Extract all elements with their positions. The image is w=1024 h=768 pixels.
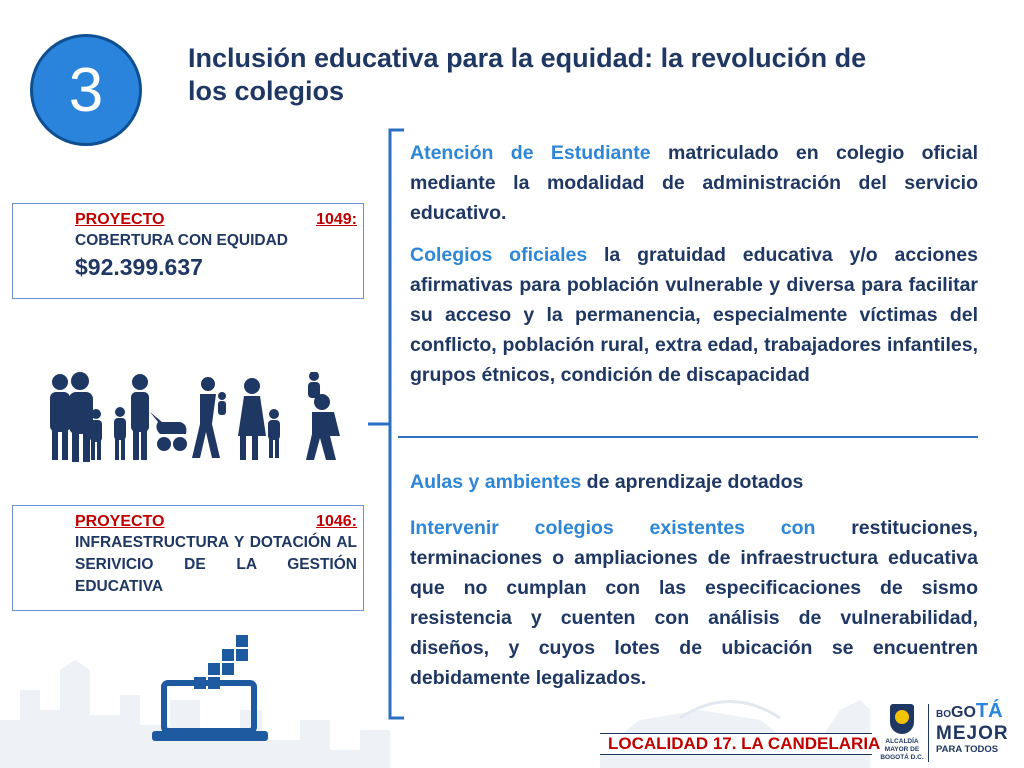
brand-logo xyxy=(936,702,1020,756)
text-block-aulas xyxy=(410,467,978,497)
section-number: 3 xyxy=(68,55,104,125)
block-text: restituciones, terminaciones o ampliaciones de infraestructura educativa que no cumplan con las especificaciones de sismo resistencia y cuenten con análisis de vulnerabilidad, diseños, y cuyos lotes de ubicación se encuentren debidamente legalizados. xyxy=(410,517,978,689)
brand-bot: PARA TODOS xyxy=(936,744,999,755)
text-block-colegios xyxy=(410,240,978,390)
project-label: PROYECTO xyxy=(75,513,165,530)
bracket-divider xyxy=(368,126,408,722)
crest-text: ALCALDÍA MAYOR DE BOGOTÁ D.C. xyxy=(880,738,924,761)
brand-top-small: BO xyxy=(936,709,951,720)
project-description: COBERTURA CON EQUIDAD xyxy=(75,232,288,249)
text-block-atencion xyxy=(410,138,978,228)
page-title: Inclusión educativa para la equidad: la revolución de los colegios xyxy=(188,43,867,106)
crest-shield xyxy=(890,704,914,734)
project-code: 1046: xyxy=(316,513,357,530)
laptop-data-icon xyxy=(150,635,270,745)
brand-divider xyxy=(928,704,929,762)
brand-top xyxy=(936,702,1020,724)
brand-top-mid: GO xyxy=(951,704,976,721)
brand-mid: MEJOR xyxy=(936,723,1009,744)
family-icon xyxy=(40,372,360,464)
project-card-1046 xyxy=(12,505,364,611)
text-block-intervenir xyxy=(410,513,978,693)
project-description: INFRAESTRUCTURA Y DOTACIÓN AL SERIVICIO DE LA GESTIÓN EDUCATIVA xyxy=(75,534,357,595)
block-highlight: Colegios oficiales xyxy=(410,244,588,266)
project-header xyxy=(75,512,357,532)
block-highlight: Intervenir colegios existentes con xyxy=(410,517,816,539)
bogota-crest-icon xyxy=(878,700,922,766)
block-highlight: Aulas y ambientes xyxy=(410,471,582,493)
footer-locality: LOCALIDAD 17. LA CANDELARIA xyxy=(608,734,881,753)
block-text: la gratuidad educativa y/o acciones afirmativas para población vulnerable y diversa para facilitar su acceso y la permanencia, especialmente víctimas del conflicto, población rural, extra edad, trabajadores infantiles, grupos étnicos, condición de discapacidad xyxy=(410,244,978,386)
block-text: de aprendizaje dotados xyxy=(581,471,804,493)
project-label: PROYECTO xyxy=(75,211,165,228)
project-card-1049 xyxy=(12,203,364,299)
block-highlight: Atención de Estudiante xyxy=(410,142,651,164)
project-amount: $92.399.637 xyxy=(75,254,203,280)
project-code: 1049: xyxy=(316,211,357,228)
section-number-badge xyxy=(30,34,142,146)
section-separator xyxy=(398,435,978,439)
brand-top-accent: TÁ xyxy=(975,700,1003,722)
project-header xyxy=(75,210,357,230)
block-text: matriculado en colegio oficial mediante la modalidad de administración del servicio educativo. xyxy=(410,142,978,224)
